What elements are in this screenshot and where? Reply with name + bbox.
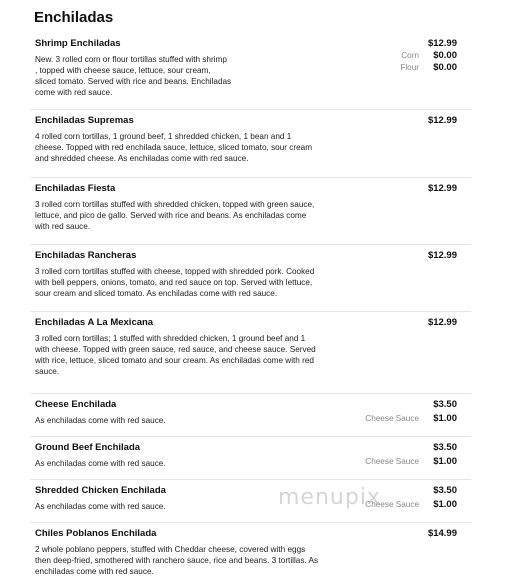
- description-line: As enchiladas come with red sauce.: [35, 416, 166, 425]
- menu-item-description: [35, 544, 365, 577]
- description-line: and shredded cheese. As enchiladas come with red sauce.: [35, 154, 249, 163]
- menu-item-name: Shredded Chicken Enchilada: [35, 485, 166, 496]
- description-line: 3 rolled corn tortillas stuffed with shredded chicken, topped with green sauce,: [35, 200, 315, 209]
- menu-item-name: Enchiladas Fiesta: [35, 183, 116, 194]
- menu-item-name: Cheese Enchilada: [35, 399, 117, 410]
- menu-item[interactable]: [30, 311, 471, 394]
- description-line: come with red sauce.: [35, 88, 113, 97]
- menu-item-name: Enchiladas A La Mexicana: [35, 317, 154, 328]
- description-line: 3 rolled corn tortillas stuffed with cheese, topped with shredded pork. Cooked: [35, 267, 315, 276]
- description-line: As enchiladas come with red sauce.: [35, 459, 166, 468]
- menu-item[interactable]: [30, 32, 471, 110]
- menu-item-name: Shrimp Enchiladas: [35, 38, 121, 49]
- menu-item-name: Chiles Poblanos Enchilada: [35, 528, 157, 539]
- menu-item[interactable]: [30, 522, 471, 583]
- description-line: As enchiladas come with red sauce.: [35, 502, 166, 511]
- menu-item-description: [35, 458, 365, 469]
- menu-item-price: $12.99: [427, 317, 457, 328]
- menu-item[interactable]: [30, 436, 471, 480]
- description-line: 2 whole poblano peppers, stuffed with Cheddar cheese, covered with eggs: [35, 545, 306, 554]
- option-label: Cheese Sauce: [365, 457, 419, 466]
- option-label: Cheese Sauce: [365, 414, 419, 423]
- menu-item-name: Ground Beef Enchilada: [35, 442, 141, 453]
- menu-item-option: [365, 456, 457, 468]
- menu-item-price: $3.50: [433, 399, 457, 410]
- menu-item-price: $14.99: [427, 528, 457, 539]
- option-price: $1.00: [433, 499, 457, 510]
- description-line: , topped with cheese sauce, lettuce, sour cream,: [35, 66, 211, 75]
- menu-item-price: $12.99: [427, 115, 457, 126]
- menu-item-option: [365, 413, 457, 425]
- description-line: 3 rolled corn tortillas; 1 stuffed with shredded chicken, 1 ground beef and 1: [35, 334, 306, 343]
- description-line: with cheese. Topped with green sauce, red sauce, and cheese sauce. Served: [35, 345, 316, 354]
- menu-item[interactable]: [30, 479, 471, 523]
- option-label: Flour: [400, 63, 419, 72]
- option-price: $1.00: [433, 413, 457, 424]
- menu-item-option: [401, 50, 457, 62]
- menu-item[interactable]: [30, 109, 471, 178]
- option-price: $0.00: [433, 50, 457, 61]
- menu-item-price: $12.99: [427, 38, 457, 49]
- option-price: $1.00: [433, 456, 457, 467]
- section-title: Enchiladas: [34, 9, 114, 26]
- option-label: Corn: [401, 51, 419, 60]
- menu-item-description: [35, 131, 365, 164]
- description-line: with bell peppers, onions, tomato, and red sauce on top. Served with lettuce,: [35, 278, 313, 287]
- description-line: sliced tomato. Served with rice and beans. Enchiladas: [35, 77, 232, 86]
- description-line: lettuce, and pico de gallo. Served with rice and beans. As enchiladas come: [35, 211, 307, 220]
- menu-item-description: [35, 199, 365, 232]
- description-line: with red sauce.: [35, 222, 91, 231]
- menu-item-name: Enchiladas Supremas: [35, 115, 134, 126]
- menu-item[interactable]: [30, 244, 471, 312]
- menu-item-name: Enchiladas Rancheras: [35, 250, 137, 261]
- description-line: enchiladas come with red sauce.: [35, 567, 154, 576]
- description-line: New. 3 rolled corn or flour tortillas stuffed with shrimp: [35, 55, 227, 64]
- description-line: sauce.: [35, 367, 60, 376]
- option-price: $0.00: [433, 62, 457, 73]
- menu-item-price: $3.50: [433, 442, 457, 453]
- menu-item-description: [35, 415, 365, 426]
- menu-item-description: [35, 333, 365, 377]
- menu-item-description: [35, 54, 365, 98]
- menu-item-price: $12.99: [427, 183, 457, 194]
- description-line: with rice, lettuce, sliced tomato and sour cream. As enchiladas come with red: [35, 356, 314, 365]
- menu-item-description: [35, 266, 365, 299]
- menu-item[interactable]: [30, 177, 471, 245]
- description-line: 4 rolled corn tortillas, 1 ground beef, 1 shredded chicken, 1 bean and 1: [35, 132, 292, 141]
- menu-item[interactable]: [30, 393, 471, 437]
- menu-item-option: [400, 62, 457, 74]
- menu-item-price: $3.50: [433, 485, 457, 496]
- description-line: sour cream and sliced tomato. As enchiladas come with red sauce.: [35, 289, 278, 298]
- watermark-logo: menupix: [278, 485, 381, 510]
- description-line: cheese. Topped with red enchilada sauce, lettuce, sliced tomato, sour cream: [35, 143, 313, 152]
- menu-item-price: $12.99: [427, 250, 457, 261]
- option-label: Cheese Sauce: [365, 500, 419, 509]
- description-line: then deep-fried, smothered with ranchero sauce, rice and beans. 3 tortillas. As: [35, 556, 319, 565]
